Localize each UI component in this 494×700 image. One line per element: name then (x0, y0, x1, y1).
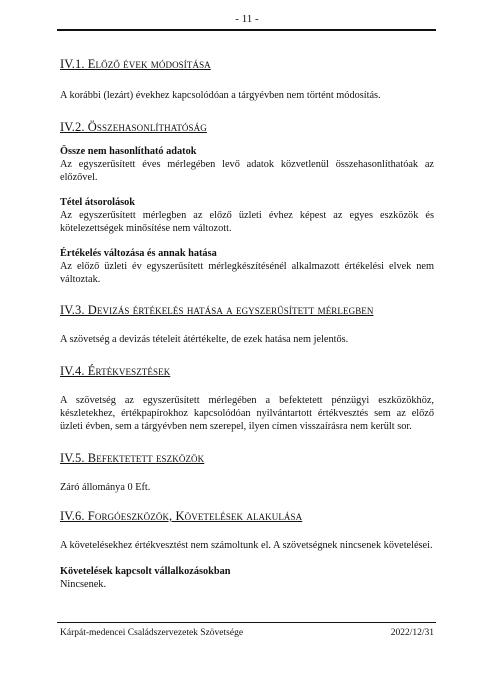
subsection-heading-tetel-atsorolasok: Tétel átsorolások (60, 197, 136, 208)
subsection-text-ertekeles-valtozasa: Az előző üzleti év egyszerűsített mérlegkészítésénél alkalmazott értékelési elvek nem változtak. (60, 261, 434, 285)
footer-date: 2022/12/31 (390, 628, 434, 638)
page-content (60, 56, 434, 591)
page-footer (60, 628, 434, 638)
section-iv4-text: A szövetség az egyszerűsített mérlegében a befektetett pénzügyi eszközökhöz, készletekhez, értékpapírokhoz kapcsolódóan nyilvántartott értékvesztés sem az előző üzleti évben, sem a tárgyévben nem szerepel, ilyen címen visszaírásra nem került sor. (60, 395, 434, 432)
subsection-text-tetel-atsorolasok: Az egyszerűsített mérlegben az előző üzleti évhez képest az egyes eszközök és kötelezettségek minősítése nem változott. (60, 210, 434, 234)
page-number: - 11 - (235, 13, 259, 25)
section-title-iv5: IV.5. Befektetett eszközök (60, 451, 205, 465)
section-title-iv6: IV.6. Forgóeszközök, Követelések alakulása (60, 509, 303, 523)
section-iv6-text: A követelésekhez értékvesztést nem számoltunk el. A szövetségnek nincsenek követelései. (60, 540, 433, 551)
section-title-iv1: IV.1. Előző évek módosítása (60, 57, 211, 71)
section-iv3-text: A szövetség a devizás tételeit átértékelte, de ezek hatása nem jelentős. (60, 334, 349, 345)
subsection-heading-nem-hasonlithato: Össze nem hasonlítható adatok (60, 146, 197, 157)
subsection-heading-kapcsolt-vallalkozasok: Követelések kapcsolt vállalkozásokban (60, 566, 231, 577)
header-divider (57, 29, 436, 31)
footer-organization: Kárpát-medencei Családszervezetek Szövetsége (60, 628, 244, 638)
subsection-text-kapcsolt-vallalkozasok: Nincsenek. (60, 579, 107, 590)
subsection-heading-ertekeles-valtozasa: Értékelés változása és annak hatása (60, 248, 217, 259)
section-iv1-text: A korábbi (lezárt) évekhez kapcsolódóan a tárgyévben nem történt módosítás. (60, 90, 381, 101)
section-iv5-text: Záró állománya 0 Eft. (60, 482, 151, 493)
footer-divider (57, 622, 436, 623)
section-title-iv3: IV.3. Devizás értékelés hatása a egyszerűsített mérlegben (60, 303, 374, 317)
section-title-iv4: IV.4. Értékvesztések (60, 364, 171, 378)
subsection-text-nem-hasonlithato: Az egyszerűsített éves mérlegében levő adatok közvetlenül összehasonlíthatóak az előzővel. (60, 159, 434, 183)
section-title-iv2: IV.2. Összehasonlíthatóság (60, 120, 207, 134)
